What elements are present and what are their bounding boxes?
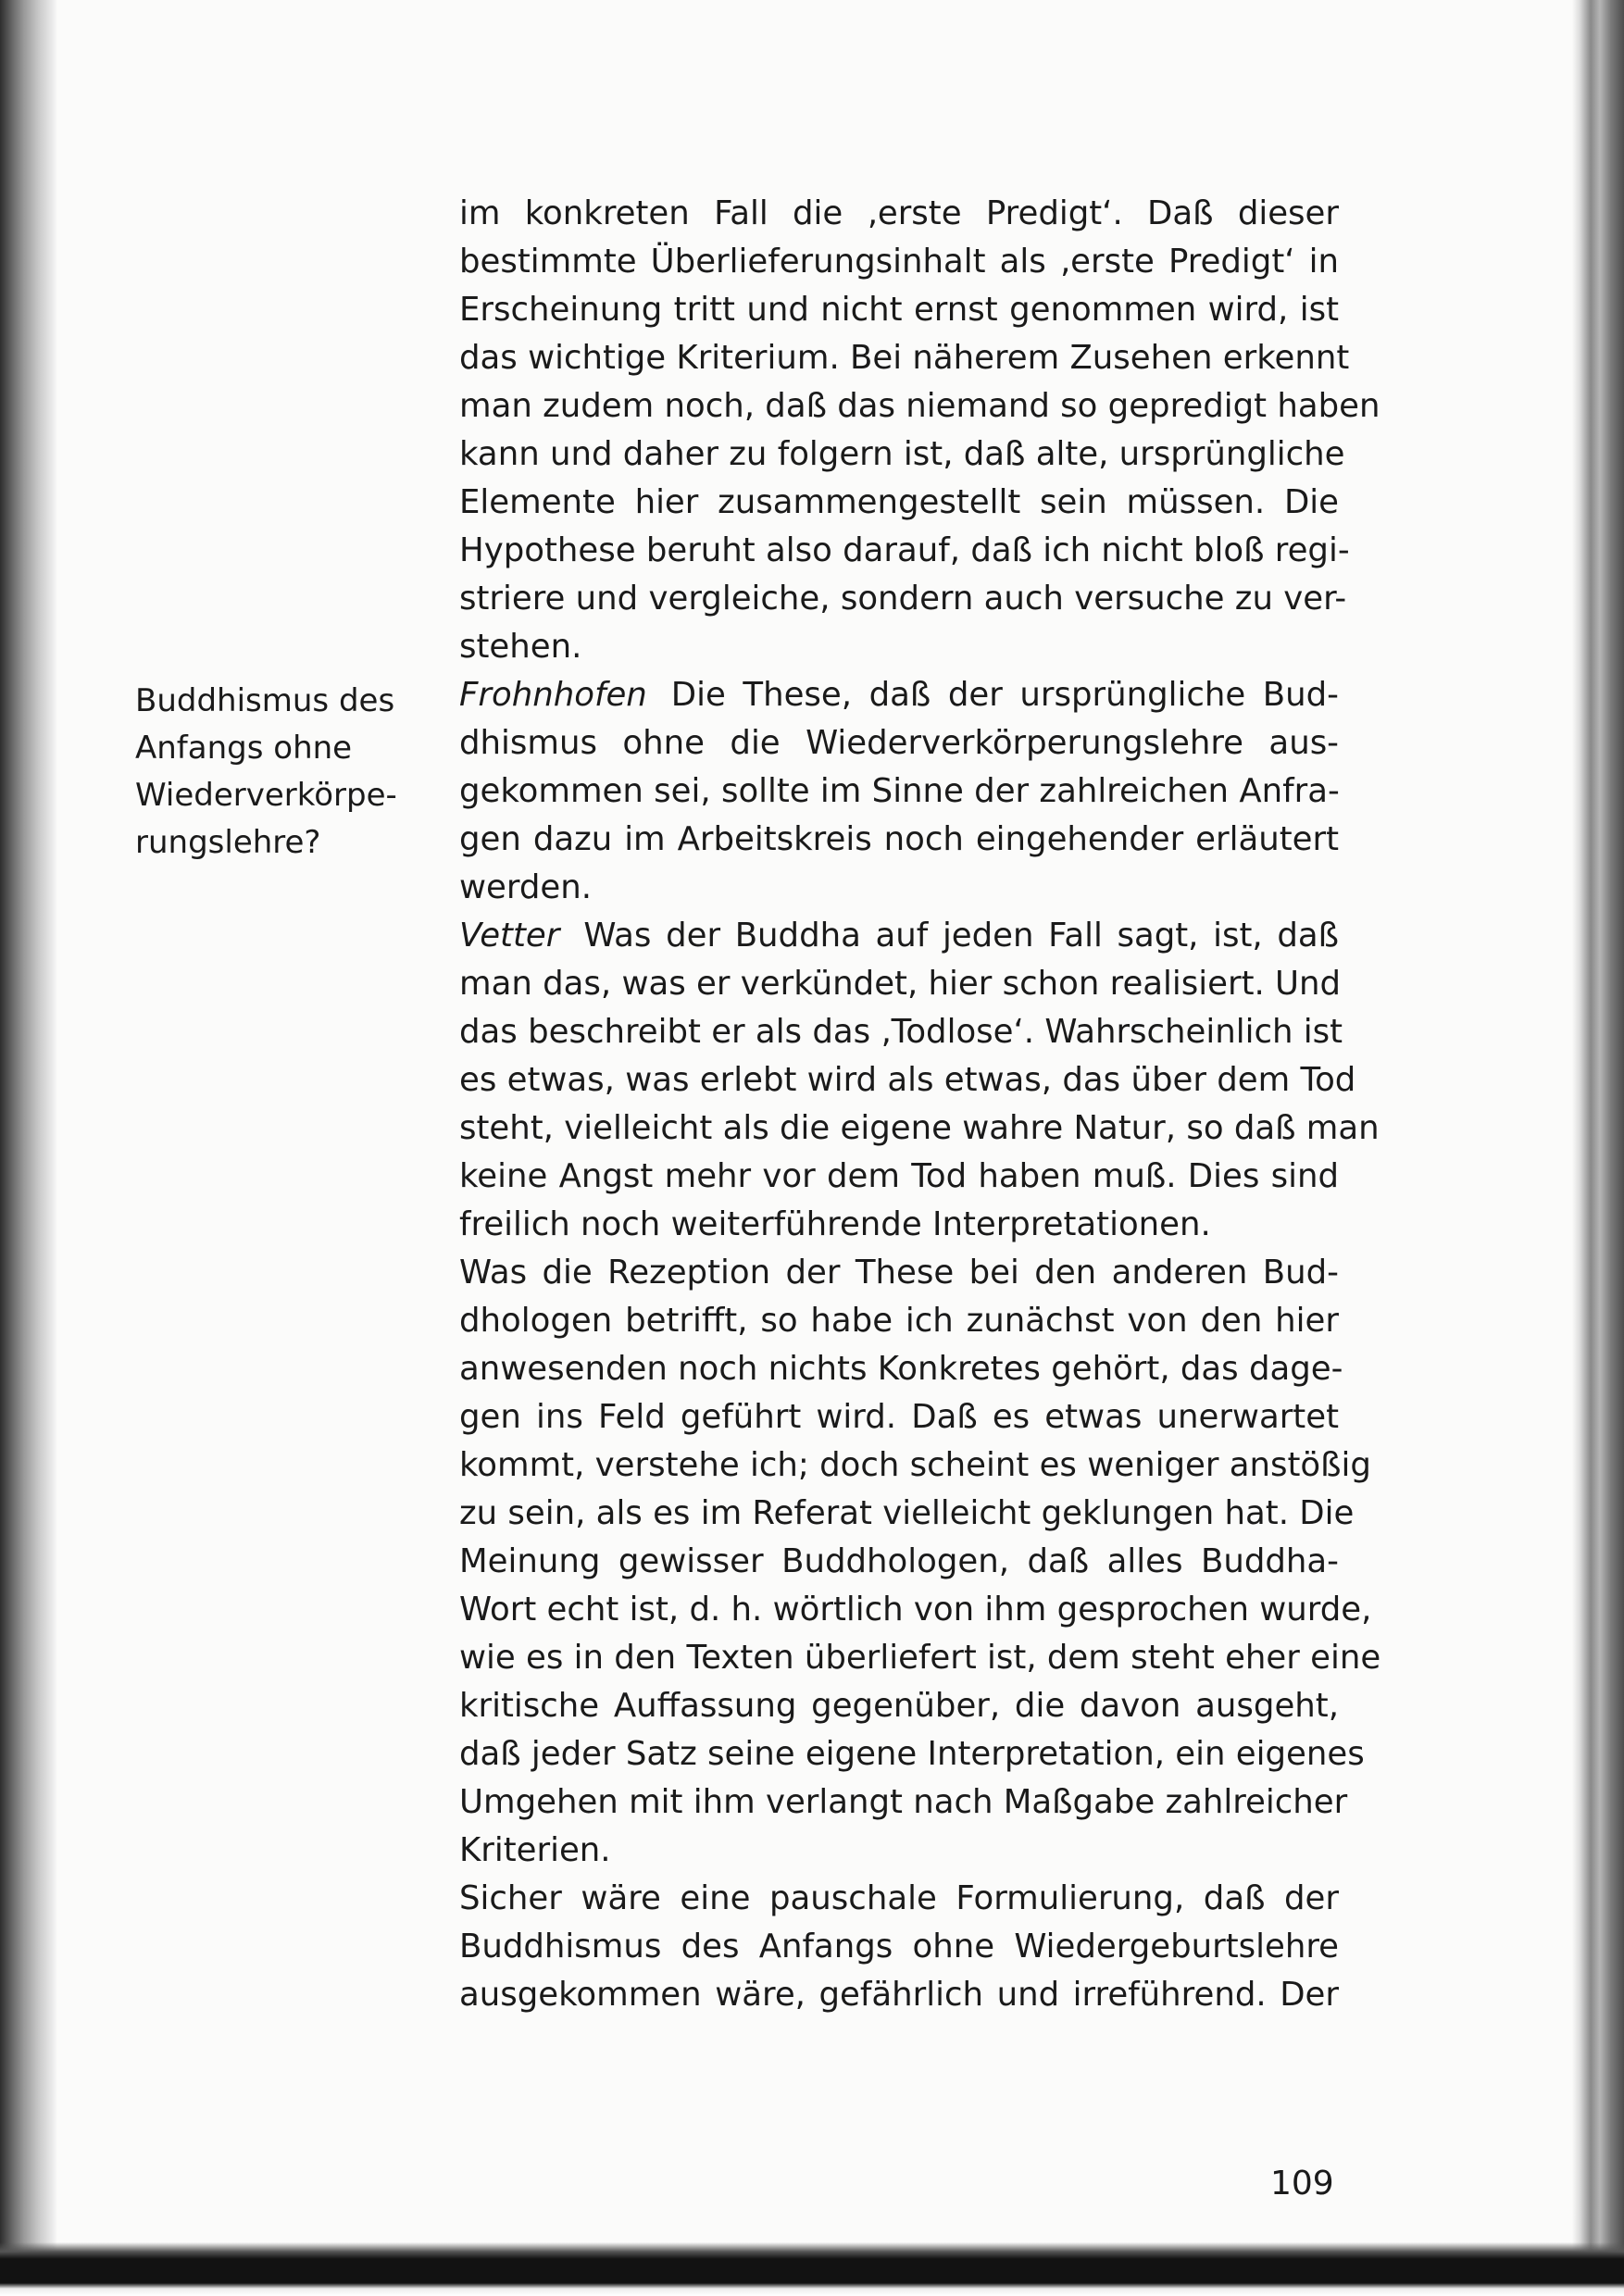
- margin-note-line: Buddhismus des: [135, 682, 395, 719]
- text-line: man zudem noch, daß das niemand so gepredigt haben: [459, 387, 1380, 425]
- speaker-name: Frohnhofen: [459, 676, 647, 714]
- text-line: keine Angst mehr vor dem Tod haben muß. Dies sind: [459, 1157, 1339, 1195]
- text-line: Umgehen mit ihm verlangt nach Maßgabe zahlreicher: [459, 1783, 1348, 1821]
- text-line: Kriterien.: [459, 1831, 611, 1869]
- text-line: anwesenden noch nichts Konkretes gehört, das dage-: [459, 1350, 1343, 1388]
- text-fragment: Was der Buddha auf jeden Fall sagt, ist, daß: [583, 917, 1339, 955]
- text-line: werden.: [459, 868, 593, 906]
- text-line: striere und vergleiche, sondern auch versuche zu ver-: [459, 580, 1347, 618]
- text-line: kommt, verstehe ich; doch scheint es weniger anstößig: [459, 1446, 1371, 1484]
- page-edge-right: [1572, 0, 1624, 2296]
- text-line: daß jeder Satz seine eigene Interpretation, ein eigenes: [459, 1735, 1365, 1773]
- text-line: freilich noch weiterführende Interpretationen.: [459, 1205, 1211, 1243]
- text-line: das wichtige Kriterium. Bei näherem Zusehen erkennt: [459, 339, 1350, 377]
- text-line: man das, was er verkündet, hier schon realisiert. Und: [459, 965, 1342, 1003]
- text-line: es etwas, was erlebt wird als etwas, das über dem Tod: [459, 1061, 1356, 1099]
- text-line: ausgekommen wäre, gefährlich und irreführend. Der: [459, 1976, 1339, 2014]
- text-line-with-speaker: [459, 912, 1339, 960]
- text-line: Sicher wäre eine pauschale Formulierung, daß der: [459, 1879, 1339, 1917]
- text-line: zu sein, als es im Referat vielleicht geklungen hat. Die: [459, 1494, 1355, 1532]
- text-line: kann und daher zu folgern ist, daß alte, ursprüngliche: [459, 435, 1345, 473]
- text-line: Was die Rezeption der These bei den anderen Bud-: [459, 1254, 1339, 1292]
- text-line: wie es in den Texten überliefert ist, dem steht eher eine: [459, 1639, 1381, 1677]
- margin-note-line: Wiederverkörpe-: [135, 777, 397, 814]
- book-binding-shadow: [0, 0, 57, 2296]
- text-line: steht, vielleicht als die eigene wahre Natur, so daß man: [459, 1109, 1380, 1147]
- text-line: kritische Auffassung gegenüber, die davon ausgeht,: [459, 1687, 1339, 1725]
- text-line: Meinung gewisser Buddhologen, daß alles Buddha-: [459, 1542, 1339, 1580]
- margin-note-line: Anfangs ohne: [135, 730, 353, 767]
- text-line: das beschreibt er als das ‚Todlose‘. Wahrscheinlich ist: [459, 1013, 1343, 1051]
- text-line: bestimmte Überlieferungsinhalt als ‚erste Predigt‘ in: [459, 243, 1339, 281]
- page-edge-bottom: [0, 2242, 1624, 2296]
- text-line-with-speaker: [459, 671, 1339, 719]
- text-line: dhismus ohne die Wiederverkörperungslehre aus-: [459, 724, 1339, 762]
- text-line: gen dazu im Arbeitskreis noch eingehender erläutert: [459, 820, 1339, 858]
- text-line: im konkreten Fall die ‚erste Predigt‘. Daß dieser: [459, 194, 1339, 232]
- speaker-name: Vetter: [459, 917, 560, 955]
- text-line: Buddhismus des Anfangs ohne Wiedergeburtslehre: [459, 1928, 1339, 1965]
- page-number: 109: [1270, 2165, 1334, 2202]
- text-line: Hypothese beruht also darauf, daß ich nicht bloß regi-: [459, 531, 1350, 569]
- margin-note-line: rungslehre?: [135, 824, 321, 861]
- margin-note: [135, 678, 413, 867]
- text-line: Elemente hier zusammengestellt sein müssen. Die: [459, 483, 1339, 521]
- text-line: Erscheinung tritt und nicht ernst genommen wird, ist: [459, 291, 1339, 329]
- text-line: dhologen betrifft, so habe ich zunächst von den hier: [459, 1302, 1339, 1340]
- text-line: gen ins Feld geführt wird. Daß es etwas unerwartet: [459, 1398, 1339, 1436]
- main-text-column: [459, 190, 1381, 2019]
- text-line: stehen.: [459, 628, 582, 666]
- text-line: Wort echt ist, d. h. wörtlich von ihm gesprochen wurde,: [459, 1591, 1372, 1628]
- text-line: gekommen sei, sollte im Sinne der zahlreichen Anfra-: [459, 772, 1340, 810]
- text-fragment: Die These, daß der ursprüngliche Bud-: [670, 676, 1339, 714]
